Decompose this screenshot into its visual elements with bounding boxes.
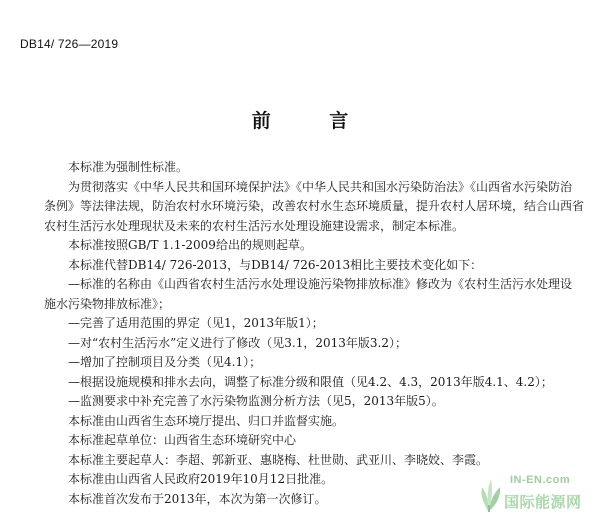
paragraph-line: 本标准为强制性标准。 xyxy=(68,160,189,174)
paragraph-line: 本标准由山西省生态环境厅提出、归口并监督实施。 xyxy=(68,413,345,428)
watermark-logo xyxy=(474,471,586,517)
paragraph-line: —根据设施规模和排水去向，调整了标准分级和限值（见4.2、4.3，2013年版4.1、4.2）； xyxy=(68,374,553,389)
paragraph-line: —标准的名称由《山西省农村生活污水处理设施污染物排放标准》修改为《农村生活污水处理设 xyxy=(68,277,573,291)
paragraph-line: 本标准按照GB/T 1.1-2009给出的规则起草。 xyxy=(68,238,312,252)
paragraph-line: 为贯彻落实《中华人民共和国环境保护法》《中华人民共和国水污染防治法》《山西省水污染防治 xyxy=(68,179,573,194)
paragraph-line: 施水污染物排放标准》； xyxy=(44,296,171,311)
paragraph-line: —完善了适用范围的界定（见1，2013年版1）； xyxy=(68,316,324,330)
paragraph-line: 本标准主要起草人：李超、郭新亚、惠晓梅、杜世勋、武亚川、李晓姣、李霞。 xyxy=(68,452,489,467)
document-body xyxy=(44,158,584,509)
document-code: DB14/ 726—2019 xyxy=(20,37,119,51)
watermark-en: IN-EN.com xyxy=(510,474,571,486)
watermark-cn: 国际能源网 xyxy=(504,493,582,511)
paragraph-line: 本标准首次发布于2013年，本次为第一次修订。 xyxy=(68,491,327,506)
paragraph-line: 本标准由山西省人民政府2019年10月12日批准。 xyxy=(68,472,334,486)
paragraph-line: 本标准起草单位：山西省生态环境研究中心 xyxy=(68,433,297,447)
paragraph-line: —增加了控制项目及分类（见4.1）； xyxy=(68,355,262,369)
paragraph-line: 条例》等法律法规，防治农村水环境污染，改善农村水生态环境质量，提升农村人居环境，结合山西省 xyxy=(44,199,584,213)
paragraph-line: 农村生活污水处理现状及未来的农村生活污水处理设施建设需求，制定本标准。 xyxy=(44,218,465,233)
leaf-logo-icon xyxy=(474,475,504,513)
paragraph-line: —监测要求中补充完善了水污染物监测分析方法（见5，2013年版5）。 xyxy=(68,394,444,408)
paragraph-line: —对“农村生活污水”定义进行了修改（见3.1，2013年版3.2）； xyxy=(68,335,407,350)
page-title: 前 言 xyxy=(251,110,375,132)
paragraph-line: 本标准代替DB14/ 726-2013，与DB14/ 726-2013相比主要技术变化如下： xyxy=(68,257,483,272)
